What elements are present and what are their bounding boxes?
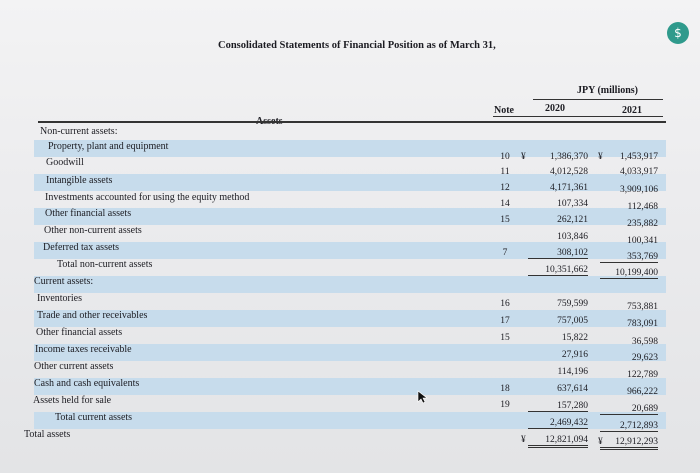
row-label: Other financial assets (45, 208, 132, 219)
value-2020: 103,846 (557, 232, 588, 242)
currency-symbol: ¥ (598, 437, 603, 447)
value-2021: 783,091 (627, 319, 658, 329)
subtotal-label: Total non-current assets (57, 259, 153, 270)
subtotal-label: Total current assets (55, 412, 133, 423)
value-2021: 235,882 (627, 219, 658, 229)
value-2020: 757,005 (557, 316, 588, 326)
value-2020: 12,821,094 (528, 435, 588, 448)
row-note: 18 (500, 384, 510, 394)
value-2020: 637,614 (557, 384, 588, 394)
row-band (34, 276, 666, 293)
assets-rule (38, 121, 666, 123)
row-label: Investments accounted for using the equity method (45, 192, 250, 203)
value-2021: 36,598 (631, 337, 658, 347)
value-2020: 4,012,528 (550, 167, 588, 177)
row-note: 15 (500, 215, 510, 225)
value-2021: 1,453,917 (620, 152, 658, 162)
value-2021: 353,769 (600, 252, 658, 263)
value-2020: 10,351,662 (528, 265, 588, 276)
value-2021: 4,033,917 (620, 167, 658, 177)
row-note: 11 (500, 167, 510, 177)
value-2021: 3,909,106 (620, 185, 658, 195)
year-2021-header: 2021 (622, 105, 642, 116)
header-rule (493, 116, 663, 117)
row-note: 17 (500, 316, 510, 326)
row-label: Assets held for sale (33, 395, 112, 406)
value-2020: 15,822 (561, 333, 588, 343)
value-2021: 10,199,400 (600, 268, 658, 279)
row-note: 15 (500, 333, 510, 343)
currency-symbol: ¥ (521, 435, 526, 445)
row-label: Income taxes receivable (35, 344, 132, 355)
value-2021: 112,468 (627, 202, 658, 212)
value-2020: 4,171,361 (550, 183, 588, 193)
value-2020: 308,102 (528, 248, 588, 259)
row-note: 12 (500, 183, 510, 193)
value-2021: 753,881 (627, 302, 658, 312)
value-2020: 1,386,370 (550, 152, 588, 162)
year-2020-header: 2020 (545, 103, 565, 114)
value-2020: 759,599 (557, 299, 588, 309)
row-label: Other non-current assets (44, 225, 142, 236)
row-label: Other current assets (34, 361, 114, 372)
row-label: Intangible assets (46, 175, 113, 186)
row-note: 19 (500, 400, 510, 410)
row-note: 7 (502, 248, 508, 258)
row-label: Property, plant and equipment (48, 141, 169, 152)
section-label-current: Current assets: (34, 276, 94, 287)
cursor-icon (417, 390, 429, 404)
value-2020: 107,334 (557, 199, 588, 209)
row-note: 14 (500, 199, 510, 209)
row-label: Deferred tax assets (43, 242, 120, 253)
value-2021: 20,689 (600, 404, 658, 415)
unit-header: JPY (millions) (577, 85, 639, 96)
grand-total-label: Total assets (24, 429, 71, 440)
row-label: Trade and other receivables (37, 310, 148, 321)
unit-rule (533, 99, 663, 100)
section-label-non-current: Non-current assets: (40, 126, 118, 137)
value-2021: 2,712,893 (600, 421, 658, 432)
value-2020: 27,916 (561, 350, 588, 360)
value-2020: 114,196 (557, 367, 588, 377)
currency-symbol: ¥ (598, 152, 603, 162)
value-2021: 29,623 (631, 353, 658, 363)
row-label: Inventories (37, 293, 82, 304)
row-label: Other financial assets (36, 327, 123, 338)
dollar-badge-icon[interactable]: $ (667, 22, 689, 44)
value-2021: 100,341 (627, 236, 658, 246)
row-note: 10 (500, 152, 510, 162)
statement-title: Consolidated Statements of Financial Position as of March 31, (218, 40, 496, 51)
note-header: Note (494, 105, 514, 116)
row-label: Cash and cash equivalents (34, 378, 140, 389)
currency-symbol: ¥ (521, 152, 526, 162)
value-2020: 2,469,432 (528, 418, 588, 429)
row-label: Goodwill (46, 157, 84, 168)
value-2020: 262,121 (557, 215, 588, 225)
value-2021: 122,789 (627, 370, 658, 380)
row-note: 16 (500, 299, 510, 309)
assets-header: Assets (256, 116, 283, 127)
value-2021: 12,912,293 (600, 437, 658, 450)
value-2020: 157,280 (528, 401, 588, 412)
value-2021: 966,222 (627, 387, 658, 397)
